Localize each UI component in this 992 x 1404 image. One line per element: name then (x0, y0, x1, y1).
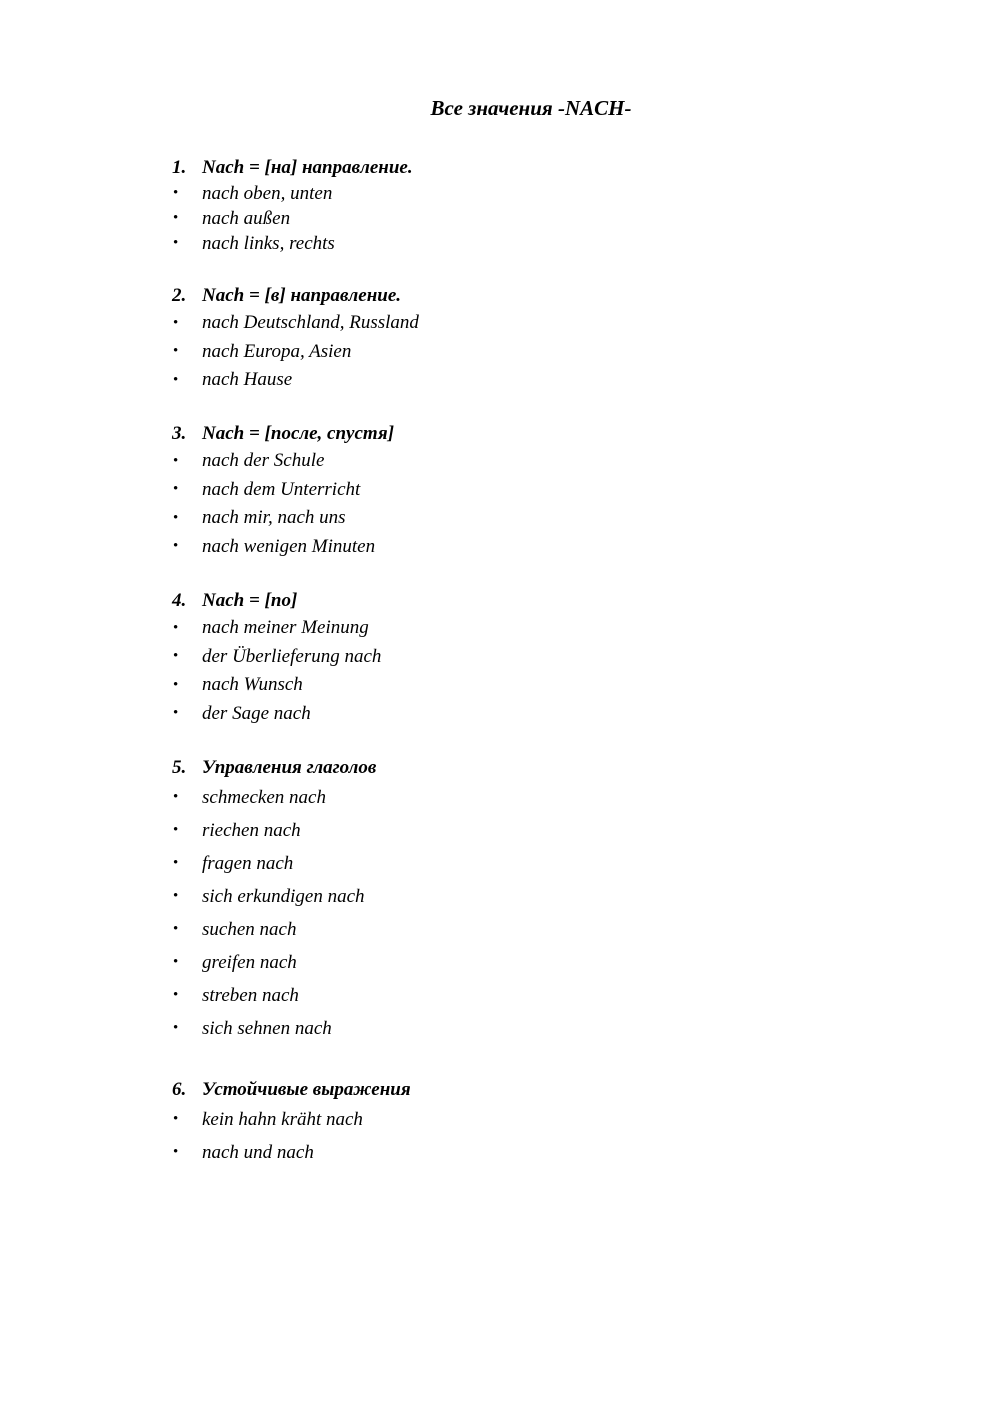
section-number: 5. (172, 757, 187, 778)
section-heading (172, 421, 872, 447)
item-list (172, 447, 872, 561)
list-item (172, 946, 872, 979)
bullet-icon: • (173, 822, 179, 838)
list-item (172, 231, 872, 256)
section-4 (172, 588, 872, 728)
bullet-icon: • (173, 185, 179, 201)
list-item (172, 504, 872, 533)
item-text: suchen nach (202, 918, 297, 940)
bullet-icon: • (173, 1144, 179, 1160)
section-number: 6. (172, 1079, 187, 1100)
section-1 (172, 155, 872, 256)
section-title: Устойчивые выражения (202, 1079, 411, 1100)
section-number: 3. (172, 423, 187, 444)
item-text: nach oben, unten (202, 182, 333, 204)
bullet-icon: • (173, 371, 179, 388)
item-text: nach dem Unterricht (202, 478, 361, 500)
item-text: schmecken nach (202, 786, 326, 808)
list-item (172, 643, 872, 672)
bullet-icon: • (173, 987, 179, 1003)
bullet-icon: • (173, 954, 179, 970)
list-item (172, 913, 872, 946)
bullet-icon: • (173, 452, 179, 469)
list-item (172, 614, 872, 643)
section-heading (172, 755, 872, 781)
list-item (172, 1136, 872, 1169)
list-item (172, 476, 872, 505)
bullet-icon: • (173, 789, 179, 805)
section-6 (172, 1077, 872, 1169)
section-number: 4. (172, 590, 187, 611)
item-text: streben nach (202, 984, 299, 1006)
section-title: Nach = [после, спустя] (202, 423, 395, 444)
list-item (172, 847, 872, 880)
bullet-icon: • (173, 648, 179, 665)
list-item (172, 338, 872, 367)
list-item (172, 671, 872, 700)
item-text: nach meiner Meinung (202, 617, 369, 639)
section-heading (172, 283, 872, 309)
bullet-icon: • (173, 619, 179, 636)
item-list (172, 309, 872, 395)
bullet-icon: • (173, 343, 179, 360)
item-text: nach der Schule (202, 450, 325, 472)
item-text: sich erkundigen nach (202, 885, 365, 907)
list-item (172, 447, 872, 476)
bullet-icon: • (173, 481, 179, 498)
item-text: nach Deutschland, Russland (202, 312, 419, 334)
item-text: riechen nach (202, 819, 301, 841)
list-item (172, 309, 872, 338)
bullet-icon: • (173, 921, 179, 937)
list-item (172, 533, 872, 562)
bullet-icon: • (173, 1111, 179, 1127)
section-heading (172, 588, 872, 614)
item-list (172, 181, 872, 256)
bullet-icon: • (173, 705, 179, 722)
list-item (172, 814, 872, 847)
item-text: greifen nach (202, 951, 297, 973)
section-title: Управления глаголов (202, 757, 377, 778)
list-item (172, 880, 872, 913)
list-item (172, 366, 872, 395)
list-item (172, 181, 872, 206)
list-item (172, 1103, 872, 1136)
section-number: 1. (172, 157, 187, 178)
item-list (172, 1103, 872, 1169)
bullet-icon: • (173, 538, 179, 555)
section-title: Nach = [на] направление. (202, 157, 413, 178)
bullet-icon: • (173, 676, 179, 693)
list-item (172, 979, 872, 1012)
item-list (172, 614, 872, 728)
bullet-icon: • (173, 235, 179, 251)
item-text: nach und nach (202, 1141, 314, 1163)
item-text: nach Wunsch (202, 674, 303, 696)
item-text: fragen nach (202, 852, 294, 874)
item-text: der Überlieferung nach (202, 645, 382, 667)
section-number: 2. (172, 285, 187, 306)
item-text: nach Hause (202, 369, 293, 391)
section-5 (172, 755, 872, 1045)
section-title: Nach = [в] направление. (202, 285, 402, 306)
section-3 (172, 421, 872, 561)
section-heading (172, 1077, 872, 1103)
item-text: nach außen (202, 207, 291, 229)
list-item (172, 700, 872, 729)
bullet-icon: • (173, 855, 179, 871)
bullet-icon: • (173, 1020, 179, 1036)
bullet-icon: • (173, 314, 179, 331)
section-title: Nach = [по] (202, 590, 298, 611)
item-text: nach mir, nach uns (202, 507, 346, 529)
section-heading (172, 155, 872, 181)
item-list (172, 781, 872, 1045)
section-2 (172, 283, 872, 395)
item-text: nach links, rechts (202, 232, 335, 254)
item-text: sich sehnen nach (202, 1017, 332, 1039)
bullet-icon: • (173, 509, 179, 526)
list-item (172, 781, 872, 814)
list-item (172, 1012, 872, 1045)
bullet-icon: • (173, 888, 179, 904)
page-title: Все значения -NACH- (430, 96, 632, 120)
item-text: nach wenigen Minuten (202, 535, 376, 557)
item-text: nach Europa, Asien (202, 340, 352, 362)
item-text: kein hahn kräht nach (202, 1108, 363, 1130)
item-text: der Sage nach (202, 702, 311, 724)
bullet-icon: • (173, 210, 179, 226)
list-item (172, 206, 872, 231)
